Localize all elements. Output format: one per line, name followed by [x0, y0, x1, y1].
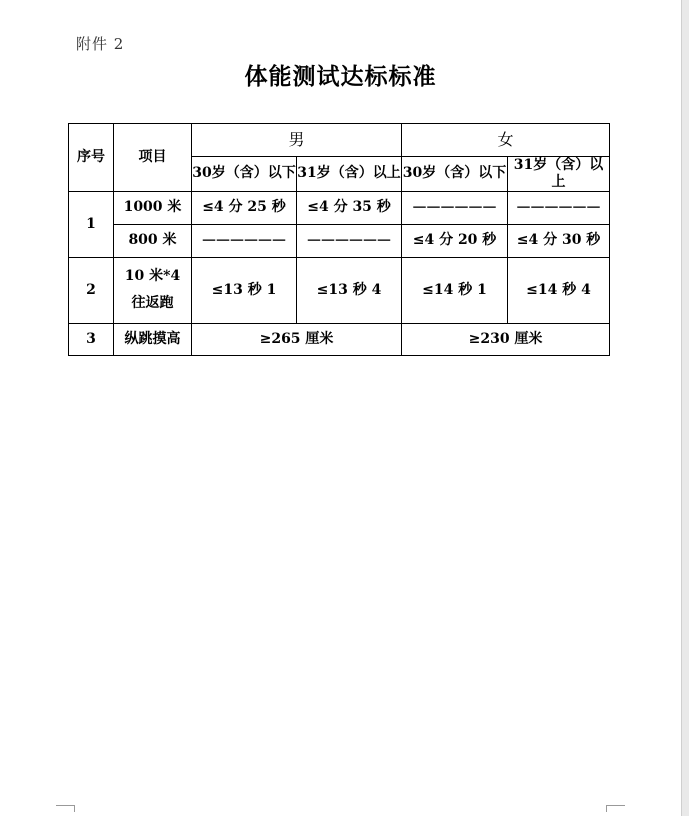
table-header-row [69, 124, 610, 157]
row-item-line2: 往返跑 [131, 295, 174, 312]
value-female-under-30: —————— [402, 191, 508, 224]
attachment-label: 附件 2 [76, 35, 125, 53]
value-male: ≥265 厘米 [192, 323, 402, 355]
table-row [69, 323, 610, 355]
header-female-age-under-30: 30岁（含）以下 [402, 157, 508, 192]
row-index: 3 [69, 323, 114, 355]
standards-table [68, 123, 610, 356]
value-male-under-30: ≤13 秒 1 [192, 257, 297, 323]
value-male-under-30: —————— [192, 224, 297, 257]
table-row [69, 191, 610, 224]
value-male-under-30: ≤4 分 25 秒 [192, 191, 297, 224]
value-male-over-31: ≤13 秒 4 [297, 257, 402, 323]
value-male-over-31: ≤4 分 35 秒 [297, 191, 402, 224]
header-index: 序号 [69, 124, 114, 192]
row-item-line1: 10 米*4 [124, 268, 181, 285]
header-female: 女 [402, 124, 610, 157]
value-female-under-30: ≤14 秒 1 [402, 257, 508, 323]
row-item: 纵跳摸高 [114, 323, 192, 355]
value-female-under-30: ≤4 分 20 秒 [402, 224, 508, 257]
value-female-over-31: ≤14 秒 4 [508, 257, 610, 323]
header-item: 项目 [114, 124, 192, 192]
value-male-over-31: —————— [297, 224, 402, 257]
row-index: 2 [69, 257, 114, 323]
header-female-age-over-31: 31岁（含）以上 [508, 157, 610, 192]
table-row [69, 224, 610, 257]
row-item: 800 米 [114, 224, 192, 257]
row-index: 1 [69, 191, 114, 257]
row-item [114, 257, 192, 323]
header-male-age-under-30: 30岁（含）以下 [192, 157, 297, 192]
row-item: 1000 米 [114, 191, 192, 224]
table-row [69, 257, 610, 323]
value-female: ≥230 厘米 [402, 323, 610, 355]
value-female-over-31: ≤4 分 30 秒 [508, 224, 610, 257]
page-corner-mark-right [606, 805, 625, 812]
page-title: 体能测试达标标准 [244, 63, 437, 90]
header-male-age-over-31: 31岁（含）以上 [297, 157, 402, 192]
value-female-over-31: —————— [508, 191, 610, 224]
header-male: 男 [192, 124, 402, 157]
page-right-edge [681, 0, 689, 816]
page-corner-mark-left [56, 805, 75, 812]
